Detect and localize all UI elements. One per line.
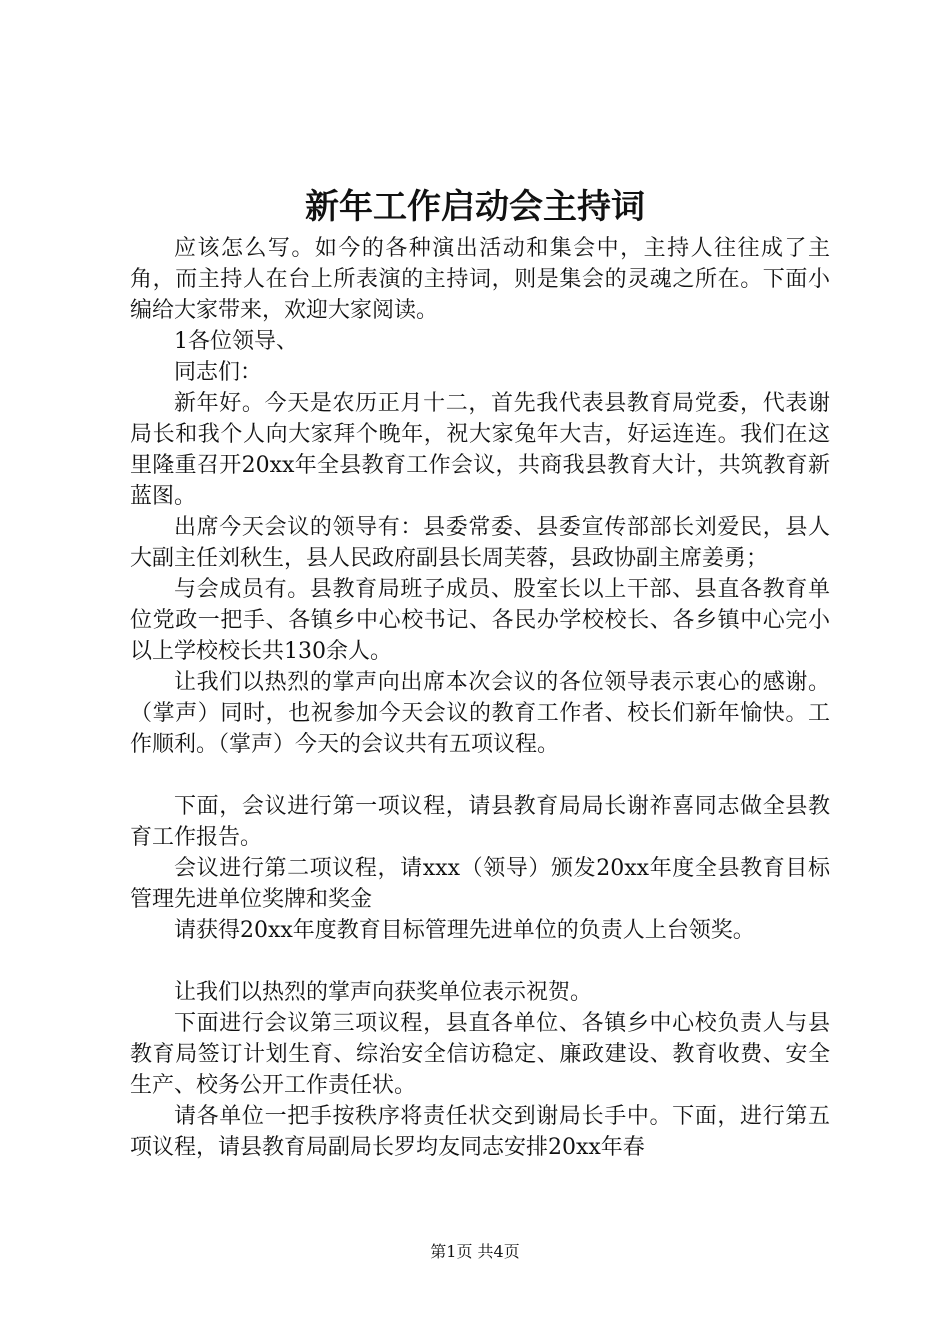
page-number-footer: 第1页 共4页 [430, 1242, 520, 1261]
paragraph-congratulations: 让我们以热烈的掌声向获奖单位表示祝贺。 [174, 980, 593, 1005]
paragraph-attendees: 与会成员有。县教育局班子成员、股室长以上干部、县直各教育单位党政一把手、各镇乡中心校书记、各民办学校校长、各乡镇中心完小以上学校校长共130余人。 [130, 577, 830, 664]
paragraph-attending-leaders: 出席今天会议的领导有：县委常委、县委宣传部部长刘爱民，县人大副主任刘秋生，县人民政府副县长周芙蓉，县政协副主席姜勇； [130, 515, 830, 571]
paragraph-agenda-item-one: 下面，会议进行第一项议程，请县教育局局长谢祚喜同志做全县教育工作报告。 [130, 794, 830, 850]
paragraph-agenda-item-two: 会议进行第二项议程，请xxx（领导）颁发20xx年度全县教育目标管理先进单位奖牌和奖金 [130, 856, 830, 912]
document-title: 新年工作启动会主持词 [305, 187, 645, 227]
paragraph-new-year-greeting: 新年好。今天是农历正月十二，首先我代表县教育局党委，代表谢局长和我个人向大家拜个晚年，祝大家兔年大吉，好运连连。我们在这里隆重召开20xx年全县教育工作会议，共商我县教育大计，共筑教育新蓝图。 [130, 391, 830, 509]
paragraph-agenda-item-three: 下面进行会议第三项议程，县直各单位、各镇乡中心校负责人与县教育局签订计划生育、综治安全信访稳定、廉政建设、教育收费、安全生产、校务公开工作责任状。 [130, 1011, 830, 1098]
document-body [130, 233, 830, 1163]
paragraph-thanks-agenda: 让我们以热烈的掌声向出席本次会议的各位领导表示衷心的感谢。（掌声）同时，也祝参加今天会议的教育工作者、校长们新年愉快。工作顺利。（掌声）今天的会议共有五项议程。 [130, 670, 830, 757]
paragraph-salutation-comrades: 同志们： [174, 360, 263, 385]
paragraph-award-recipients: 请获得20xx年度教育目标管理先进单位的负责人上台领奖。 [174, 918, 755, 943]
paragraph-agenda-item-five: 请各单位一把手按秩序将责任状交到谢局长手中。下面，进行第五项议程，请县教育局副局长罗均友同志安排20xx年春 [130, 1104, 830, 1160]
paragraph-intro: 应该怎么写。如今的各种演出活动和集会中，主持人往往成了主角，而主持人在台上所表演的主持词，则是集会的灵魂之所在。下面小编给大家带来，欢迎大家阅读。 [130, 236, 830, 323]
paragraph-salutation-leaders: 1各位领导、 [174, 329, 298, 354]
